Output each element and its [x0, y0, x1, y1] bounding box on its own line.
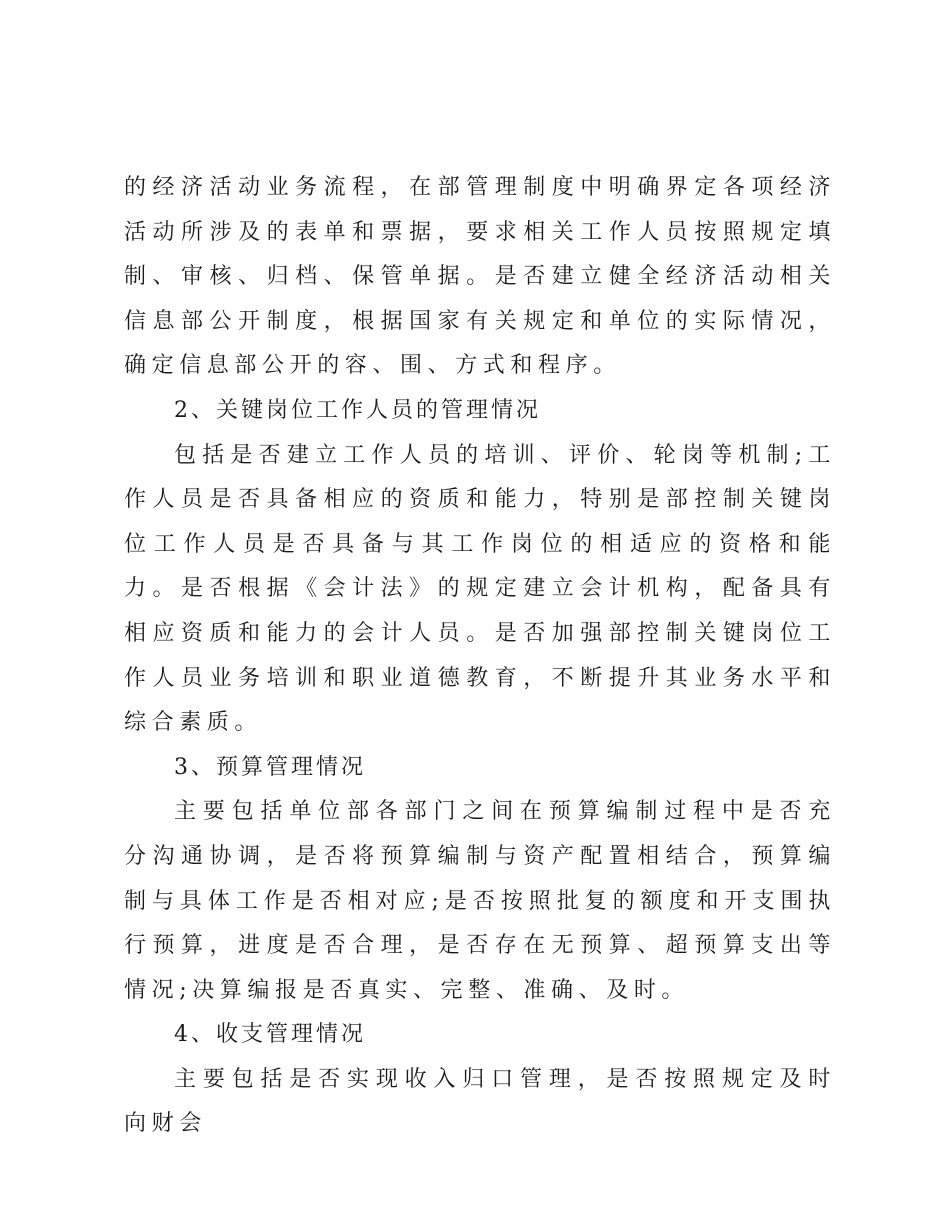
paragraph-budget: 主要包括单位部各部门之间在预算编制过程中是否充分沟通协调，是否将预算编制与资产配置相结合，预算编制与具体工作是否相对应;是否按照批复的额度和开支围执行预算，进度是否合理，是否存在无预算、超预算支出等情况;决算编报是否真实、完整、准确、及时。 [124, 799, 836, 1003]
document-body [124, 166, 836, 1147]
section-heading-budget: 3、预算管理情况 [174, 754, 366, 780]
section-heading-key-positions: 2、关键岗位工作人员的管理情况 [174, 397, 541, 423]
section-heading-revenue-expenditure: 4、收支管理情况 [174, 1022, 366, 1048]
paragraph-revenue-expenditure: 主要包括是否实现收入归口管理，是否按照规定及时向财会 [124, 1066, 836, 1137]
paragraph-key-positions: 包括是否建立工作人员的培训、评价、轮岗等机制;工作人员是否具备相应的资质和能力，特别是部控制关键岗位工作人员是否具备与其工作岗位的相适应的资格和能力。是否根据《会计法》的规定建立会计机构，配备具有相应资质和能力的会计人员。是否加强部控制关键岗位工作人员业务培训和职业道德教育，不断提升其业务水平和综合素质。 [124, 442, 836, 736]
paragraph-continuation: 的经济活动业务流程，在部管理制度中明确界定各项经济活动所涉及的表单和票据，要求相关工作人员按照规定填制、审核、归档、保管单据。是否建立健全经济活动相关信息部公开制度，根据国家有关规定和单位的实际情况，确定信息部公开的容、围、方式和程序。 [124, 175, 836, 379]
